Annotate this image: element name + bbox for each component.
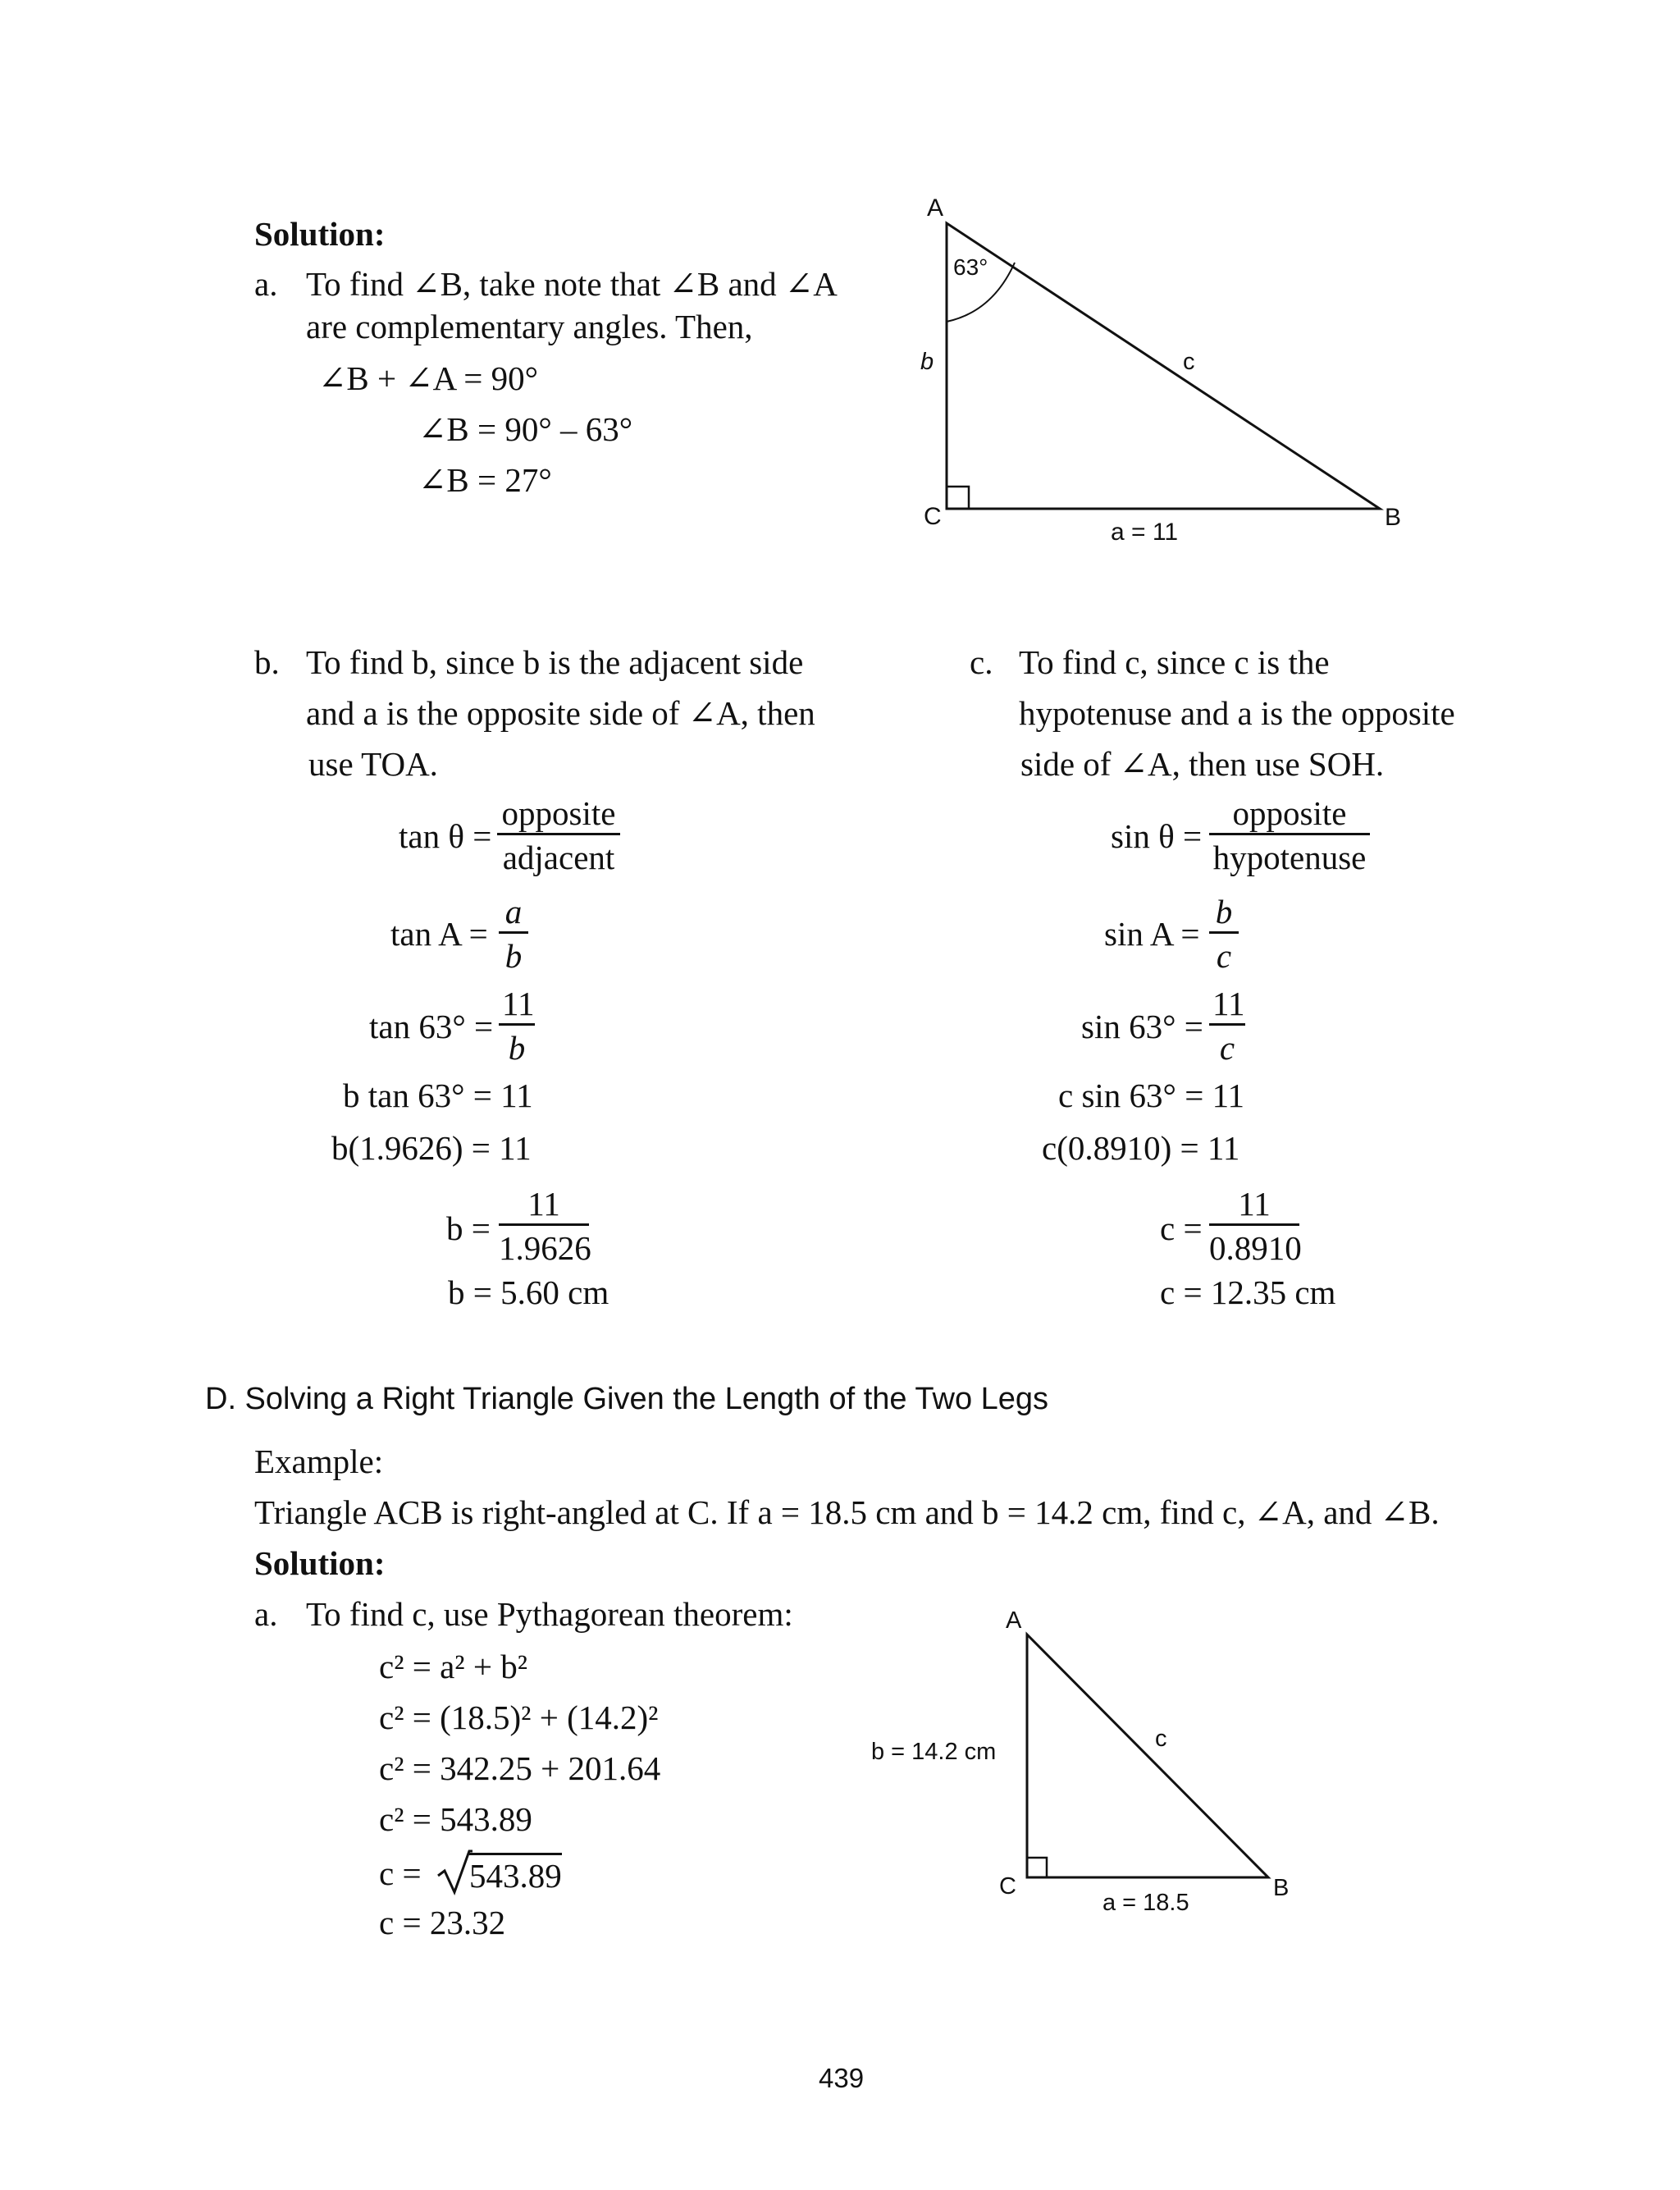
fraction-numerator: a bbox=[499, 893, 528, 934]
right-angle-marker bbox=[947, 487, 969, 509]
pythagorean-squares: c² = 342.25 + 201.64 bbox=[379, 1749, 661, 1787]
section-heading: D. Solving a Right Triangle Given the Length of the Two Legs bbox=[205, 1382, 1049, 1416]
angle-label: 63° bbox=[953, 254, 988, 280]
vertex-label-c: C bbox=[999, 1873, 1016, 1900]
equation-angle-sum: ∠B + ∠A = 90° bbox=[318, 359, 539, 397]
fraction-numerator: 11 bbox=[1209, 1185, 1299, 1226]
solution-b-line3: use TOA. bbox=[308, 745, 438, 783]
triangle-outline bbox=[947, 223, 1380, 509]
tan-a-fraction bbox=[499, 893, 528, 976]
side-label-c: c bbox=[1183, 349, 1195, 375]
equation-c-sin: c sin 63° = 11 bbox=[1058, 1077, 1245, 1114]
tan-theta-fraction bbox=[497, 794, 620, 877]
tan-63-lhs: tan 63° = bbox=[369, 1008, 494, 1045]
item-marker-b: b. bbox=[254, 643, 280, 681]
tan-a-lhs: tan A = bbox=[390, 915, 488, 953]
solution-c-line2: hypotenuse and a is the opposite bbox=[1019, 694, 1455, 732]
fraction-denominator: hypotenuse bbox=[1212, 839, 1367, 877]
equation-b-solve-fraction bbox=[499, 1185, 589, 1268]
fraction-numerator: 11 bbox=[499, 985, 535, 1026]
equation-angle-b-diff: ∠B = 90° – 63° bbox=[418, 410, 633, 448]
vertex-label-a: A bbox=[927, 197, 944, 222]
fraction-numerator: opposite bbox=[1209, 794, 1370, 835]
item-marker-a: a. bbox=[254, 1595, 278, 1633]
sin-a-lhs: sin A = bbox=[1104, 915, 1200, 953]
side-label-c: c bbox=[1155, 1726, 1167, 1752]
sin-63-fraction bbox=[1209, 985, 1245, 1068]
vertex-label-b: B bbox=[1273, 1875, 1290, 1901]
pythagorean-intro: To find c, use Pythagorean theorem: bbox=[306, 1595, 793, 1633]
pythagorean-substitution: c² = (18.5)² + (14.2)² bbox=[379, 1699, 659, 1736]
sin-63-lhs: sin 63° = bbox=[1081, 1008, 1203, 1045]
fraction-numerator: opposite bbox=[497, 794, 620, 835]
sin-a-fraction bbox=[1209, 893, 1239, 976]
side-label-b: b bbox=[920, 349, 934, 375]
vertex-label-c: C bbox=[924, 503, 942, 530]
page-number: 439 bbox=[819, 2063, 865, 2093]
fraction-denominator: b bbox=[504, 937, 523, 976]
fraction-numerator: 11 bbox=[499, 1185, 589, 1226]
fraction-denominator: c bbox=[1219, 1029, 1235, 1068]
right-triangle-diagram-2 bbox=[861, 1600, 1321, 1920]
item-marker-c: c. bbox=[970, 643, 993, 681]
right-angle-marker bbox=[1027, 1858, 1047, 1877]
fraction-numerator: 11 bbox=[1209, 985, 1245, 1026]
tan-theta-lhs: tan θ = bbox=[399, 817, 492, 855]
solution-label: Solution: bbox=[254, 215, 386, 253]
item-marker-a: a. bbox=[254, 265, 278, 303]
fraction-denominator: adjacent bbox=[502, 839, 615, 877]
solution-c-line1: To find c, since c is the bbox=[1019, 643, 1330, 681]
solution-label: Solution: bbox=[254, 1544, 386, 1582]
square-root-sign bbox=[436, 1848, 472, 1897]
tan-63-fraction bbox=[499, 985, 535, 1068]
fraction-denominator: 0.8910 bbox=[1209, 1229, 1302, 1268]
solution-a-line2: are complementary angles. Then, bbox=[306, 308, 753, 345]
equation-c-product: c(0.8910) = 11 bbox=[1042, 1129, 1240, 1167]
side-label-b: b = 14.2 cm bbox=[871, 1739, 997, 1765]
equation-b-solve-lhs: b = bbox=[446, 1209, 491, 1247]
equation-b-tan: b tan 63° = 11 bbox=[343, 1077, 533, 1114]
solution-a-line1: To find ∠B, take note that ∠B and ∠A bbox=[306, 265, 838, 303]
side-label-a: a = 11 bbox=[1111, 519, 1179, 546]
problem-statement: Triangle ACB is right-angled at C. If a = 18.5 cm and b = 14.2 cm, find c, ∠A, and ∠B. bbox=[254, 1493, 1440, 1531]
sin-theta-fraction bbox=[1209, 794, 1370, 877]
example-label: Example: bbox=[254, 1442, 384, 1480]
equation-c-solve-fraction bbox=[1209, 1185, 1302, 1268]
equation-c-result: c = 12.35 cm bbox=[1160, 1273, 1336, 1311]
equation-c-solve-lhs: c = bbox=[1160, 1209, 1203, 1247]
solution-b-line2: and a is the opposite side of ∠A, then bbox=[306, 694, 815, 732]
equation-b-result: b = 5.60 cm bbox=[448, 1273, 609, 1311]
equation-angle-b-result: ∠B = 27° bbox=[418, 461, 552, 499]
vertex-label-b: B bbox=[1385, 504, 1402, 531]
pythagorean-result: c = 23.32 bbox=[379, 1904, 506, 1941]
triangle-outline bbox=[1027, 1634, 1268, 1877]
fraction-denominator: 1.9626 bbox=[499, 1229, 591, 1268]
pythagorean-root-lhs: c = bbox=[379, 1854, 422, 1892]
pythagorean-sum: c² = 543.89 bbox=[379, 1800, 532, 1838]
sin-theta-lhs: sin θ = bbox=[1111, 817, 1203, 855]
side-label-a: a = 18.5 bbox=[1102, 1890, 1189, 1916]
fraction-denominator: c bbox=[1216, 937, 1232, 976]
fraction-numerator: b bbox=[1209, 893, 1239, 934]
square-root-radicand: 543.89 bbox=[469, 1853, 562, 1895]
fraction-denominator: b bbox=[508, 1029, 526, 1068]
vertex-label-a: A bbox=[1006, 1607, 1022, 1634]
equation-b-product: b(1.9626) = 11 bbox=[331, 1129, 532, 1167]
right-triangle-diagram-1 bbox=[902, 197, 1460, 558]
solution-c-line3: side of ∠A, then use SOH. bbox=[1020, 745, 1385, 783]
solution-b-line1: To find b, since b is the adjacent side bbox=[306, 643, 804, 681]
pythagorean-formula: c² = a² + b² bbox=[379, 1648, 528, 1685]
